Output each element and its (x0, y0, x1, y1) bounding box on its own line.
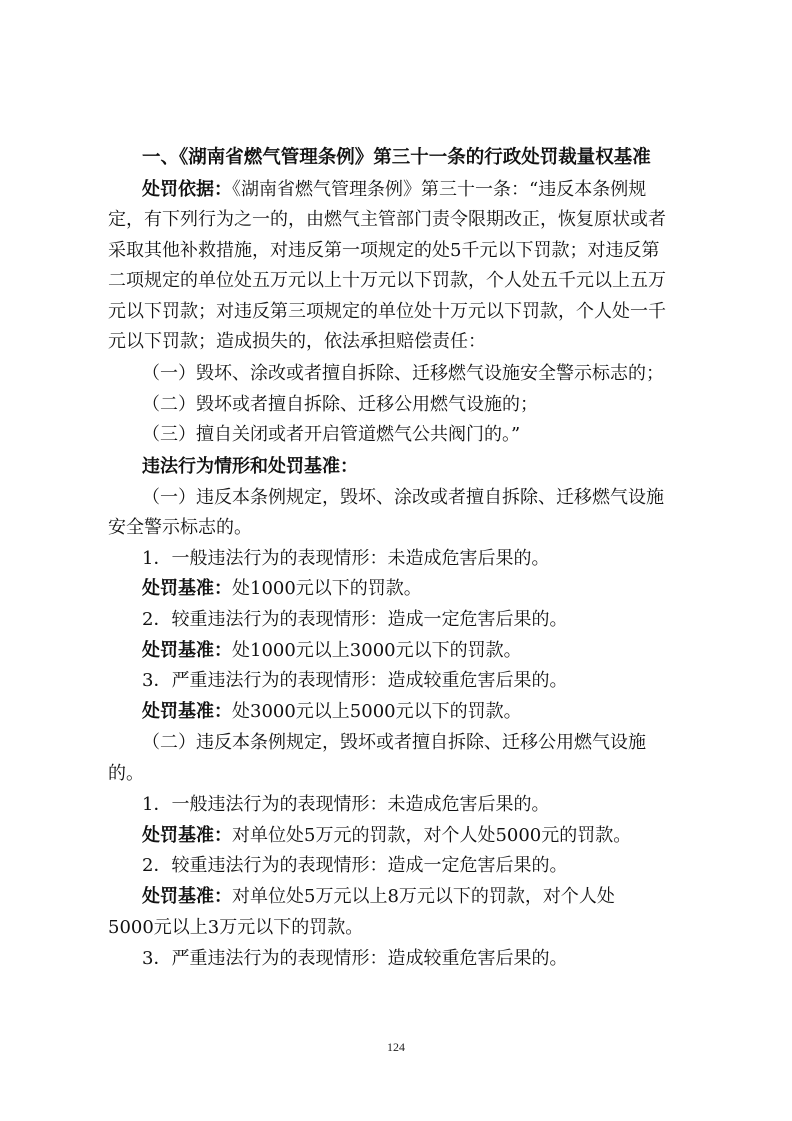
basis-line-6: 元以下罚款；造成损失的，依法承担赔偿责任： (108, 331, 486, 352)
basis-label: 处罚依据： (142, 179, 232, 200)
basis-line-4: 二项规定的单位处五万元以上十万元以下罚款，个人处五千元以上五万 (108, 270, 666, 291)
section-heading: 违法行为情形和处罚基准： (142, 456, 358, 477)
standard-label: 处罚基准： (142, 886, 232, 907)
standard-label: 处罚基准： (142, 825, 232, 846)
case2-standard-2-cont: 5000元以上3万元以下的罚款。 (108, 917, 364, 938)
standard-label: 处罚基准： (142, 578, 232, 599)
case1-line-2: 安全警示标志的。 (108, 517, 252, 538)
case1-standard-1 (142, 577, 422, 601)
basis-item-3: （三）擅自关闭或者开启管道燃气公共阀门的。” (142, 424, 521, 445)
case2-general: 1．一般违法行为的表现情形：未造成危害后果的。 (142, 794, 550, 815)
standard-text: 处3000元以上5000元以下的罚款。 (232, 701, 522, 722)
standard-text: 对单位处5万元以上8万元以下的罚款，对个人处 (232, 886, 615, 907)
basis-line-2: 定，有下列行为之一的，由燃气主管部门责令限期改正，恢复原状或者 (108, 209, 666, 230)
case1-severe: 3．严重违法行为的表现情形：造成较重危害后果的。 (142, 670, 568, 691)
case1-line-1: （一）违反本条例规定，毁坏、涂改或者擅自拆除、迁移燃气设施 (142, 487, 664, 508)
case2-severe: 3．严重违法行为的表现情形：造成较重危害后果的。 (142, 948, 568, 969)
basis-line-5: 元以下罚款；对违反第三项规定的单位处十万元以下罚款，个人处一千 (108, 301, 666, 322)
standard-label: 处罚基准： (142, 640, 232, 661)
case2-line-2: 的。 (108, 763, 144, 784)
case2-standard-1 (142, 824, 631, 848)
section-title: 一、《湖南省燃气管理条例》第三十一条的行政处罚裁量权基准 (142, 147, 651, 168)
standard-text: 处1000元以下的罚款。 (232, 578, 422, 599)
basis-item-1: （一）毁坏、涂改或者擅自拆除、迁移燃气设施安全警示标志的； (142, 363, 664, 384)
basis-line-3: 采取其他补救措施，对违反第一项规定的处5千元以下罚款；对违反第 (108, 240, 660, 261)
case1-serious: 2．较重违法行为的表现情形：造成一定危害后果的。 (142, 609, 568, 630)
basis-line-1 (142, 178, 646, 202)
basis-text-1: 《湖南省燃气管理条例》第三十一条：“违反本条例规 (232, 179, 647, 200)
standard-text: 处1000元以上3000元以下的罚款。 (232, 640, 522, 661)
standard-text: 对单位处5万元的罚款，对个人处5000元的罚款。 (232, 825, 632, 846)
case2-standard-2 (142, 885, 615, 909)
standard-label: 处罚基准： (142, 701, 232, 722)
case2-serious: 2．较重违法行为的表现情形：造成一定危害后果的。 (142, 855, 568, 876)
page-number: 124 (387, 1040, 405, 1054)
basis-item-2: （二）毁坏或者擅自拆除、迁移公用燃气设施的； (142, 394, 538, 415)
case1-standard-3 (142, 700, 522, 724)
case2-line-1: （二）违反本条例规定，毁坏或者擅自拆除、迁移公用燃气设施 (142, 732, 646, 753)
case1-general: 1．一般违法行为的表现情形：未造成危害后果的。 (142, 548, 550, 569)
case1-standard-2 (142, 639, 522, 663)
